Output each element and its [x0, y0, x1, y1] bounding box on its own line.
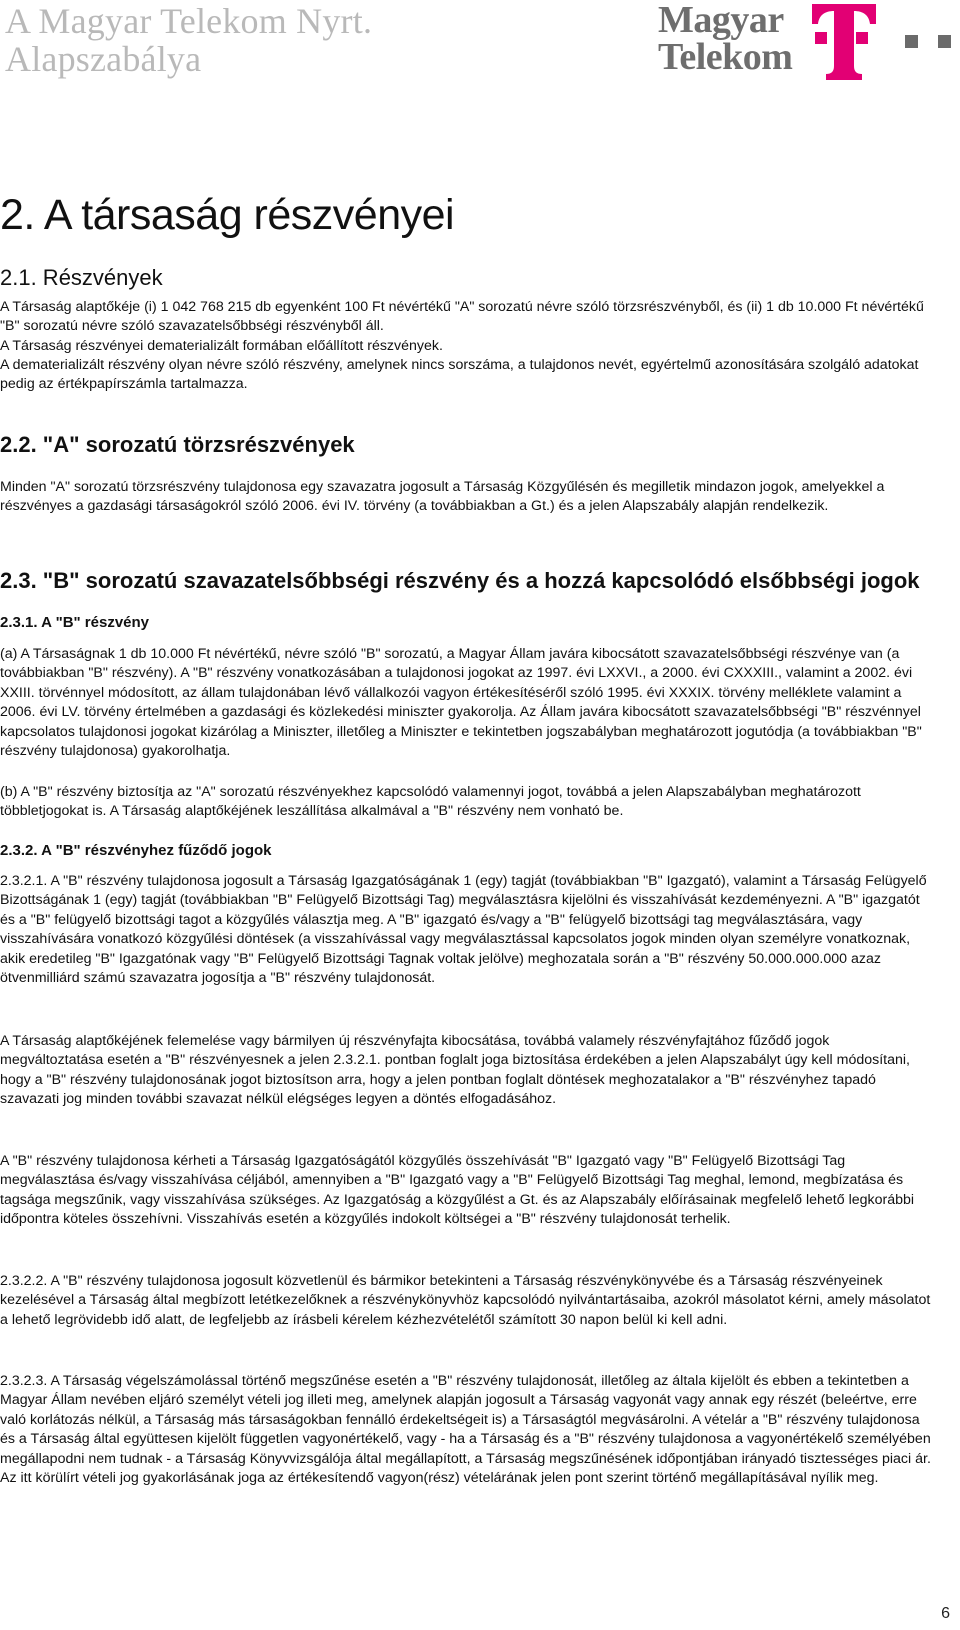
paragraph-general-meeting-request: A "B" részvény tulajdonosa kérheti a Társaság Igazgatóságától közgyűlés összehívását "B" Igazgató vagy "B" Felügyelő Bizottsági Tag megválasztása és/vagy visszahívása céljából, amennyiben a "B" Igazgató vagy a "B" Felügyelő Bizottsági Tag meghal, lemond, megbízatása és tagsága megszűnik, vagy visszahívása szükséges. Az Igazgatóság a közgyűlést a Gt. és az Alapszabály előírásainak megfelelő lehető legkorábbi időpontra köteles összehívni. Visszahívás esetén a közgyűlés indokolt költségei a "B" részvény tulajdonosát terhelik.: [0, 1153, 915, 1228]
section-title: 2. A társaság részvényei: [0, 191, 455, 239]
heading-2-3: 2.3. "B" sorozatú szavazatelsőbbségi részvény és a hozzá kapcsolódó elsőbbségi jogok: [0, 568, 920, 593]
heading-2-3-1: 2.3.1. A "B" részvény: [0, 614, 150, 631]
paragraph-2-3-2-3: 2.3.2.3. A Társaság végelszámolással történő megszűnése esetén a "B" részvény tulajdonosát, illetőleg az általa kijelölt és ebben a tekintetben a Magyar Állam nevében eljáró személyt vételi jog illeti meg, amelynek alapján jogosult a Társaság vagyonát vagy annak egy részét (beleértve, erre való korlátozás nélkül, a Társaság más társaságokban fennálló érdekeltségeit is) a Társaságtól megvásárolni. A vételár a "B" részvény tulajdonosa és a Társaság által együttesen kijelölt független vagyonértékelő, vagy - ha a Társaság és a "B" részvény tulajdonosa a vagyonértékelő személyében megállapodni nem tudnak - a Társaság Könyvvizsgálója által megállapított, a Társaság megszűnésének időpontjában irányadó tisztességes piaci ár. Az itt körülírt vételi jog gyakorlásának joga az értékesítendő vagyon(rész) vételárának jelen pont szerint történő megállapításával nyílik meg.: [0, 1373, 931, 1487]
paragraph-2-3-2-1: 2.3.2.1. A "B" részvény tulajdonosa jogosult a Társaság Igazgatóságának 1 (egy) tagját (továbbiakban "B" Igazgató), valamint a Társaság Felügyelő Bizottságának 1 (egy) tagját (továbbiakban "B" Felügyelő Bizottsági Tag) megválasztásra kijelölni és visszahívását kezdeményezni. A "B" igazgatót és a "B" felügyelő bizottsági tagot a közgyűlés választja meg. A "B" igazgató és/vagy a "B" felügyelő bizottsági tag megválasztására, vagy visszahívására vonatkozó közgyűlési döntések (a visszahívással vagy megválasztással kapcsolatos jogok minden olyan személyre vonatkoznak, akik eredetileg "B" Igazgatónak vagy "B" Felügyelő Bizottsági Tagnak voltak jelölve) meghozatala során a "B" részvény 50.000.000.000 azaz ötvenmilliárd számú szavazatra jogosítja a "B" részvény tulajdonosát.: [0, 873, 927, 987]
page-header: [0, 0, 960, 90]
brand-name: [658, 2, 792, 76]
paragraph-2-3-2-2: 2.3.2.2. A "B" részvény tulajdonosa jogosult közvetlenül és bármikor betekinteni a Társaság részvénykönyvébe és a Társaság részvényeinek kezelésével a Társaság által megbízott letétkezelőknek a részvénykönyvhöz kapcsolódó nyilvántartásaiba, azokról másolatot kérni, amely másolatot a lehető legrövidebb idő alatt, de legfeljebb az írásbeli kérelem kézhezvételétől számított 30 napon belül ki kell adni.: [0, 1273, 931, 1328]
paragraph-2-1-share-capital: A Társaság alaptőkéje (i) 1 042 768 215 db egyenként 100 Ft névértékű "A" sorozatú névre szóló törzsrészvényből, és (ii) 1 db 10.000 Ft névértékű "B" sorozatú névre szóló szavazatelsőbbségi részvényből áll.: [0, 299, 924, 335]
paragraph-2-1-definition: A dematerializált részvény olyan névre szóló részvény, amelynek nincs sorszáma, a tulajdonos nevét, egyértelmű azonosítására szolgáló adatokat pedig az értékpapírszámla tartalmazza.: [0, 357, 919, 393]
telekom-t-logo-icon: [812, 4, 960, 80]
heading-2-2: 2.2. "A" sorozatú törzsrészvények: [0, 432, 355, 457]
paragraph-2-1-dematerialized: A Társaság részvényei dematerializált formában előállított részvények.: [0, 338, 443, 354]
heading-2-1: 2.1. Részvények: [0, 265, 163, 290]
document-title: [5, 2, 372, 78]
document-title-line2: Alapszabálya: [5, 39, 202, 79]
page-number: 6: [941, 1605, 950, 1622]
paragraph-2-3-1-a: (a) A Társaságnak 1 db 10.000 Ft névértékű, névre szóló "B" sorozatú, a Magyar Állam javára kibocsátott szavazatelsőbbségi részvénye van (a továbbiakban "B" részvény). A "B" részvény vonatkozásában a tulajdonosi jogokat az 1997. évi LXXVI., a 2000. évi CXXXIII., valamint a 2002. évi XXIII. törvénnyel módosított, az állam tulajdonában lévő vállalkozói vagyon értékesítéséről szóló 1995. évi XXXIX. törvény melléklete valamint a 2006. évi LV. törvény értelmében a gazdasági és közlekedési miniszter gyakorolja. Az Állam javára kibocsátott szavazatelsőbbségi "B" részvénnyel kapcsolatos tulajdonosi jogokat kizárólag a Miniszter, illetőleg a Miniszter e tekintetben jogszabályban meghatározott jogutódja (a továbbiakban "B" részvény tulajdonosa) gyakorolhatja.: [0, 646, 922, 760]
heading-2-3-2: 2.3.2. A "B" részvényhez fűződő jogok: [0, 842, 272, 859]
document-title-line1: A Magyar Telekom Nyrt.: [5, 1, 373, 41]
paragraph-capital-increase: A Társaság alaptőkéjének felemelése vagy bármilyen új részvényfajta kibocsátása, továbbá valamely részvényfajtához fűződő jogok megváltoztatása esetén a "B" részvényesnek a jelen 2.3.2.1. pontban foglalt joga biztosítása érdekében a jelen Alapszabályt úgy kell módosítani, hogy a "B" részvény tulajdonosának jogot biztosítson arra, hogy a jelen pontban foglalt döntések meghozatalakor a "B" részvényhez tapadó szavazati jog minden további szavazat nélkül elégséges legyen a döntés elfogadásához.: [0, 1033, 910, 1108]
brand-name-line2: Telekom: [658, 36, 793, 78]
brand-name-line1: Magyar: [658, 0, 784, 41]
paragraph-2-2: Minden "A" sorozatú törzsrészvény tulajdonosa egy szavazatra jogosult a Társaság Közgyűlésén és megilletik mindazon jogok, amelyekkel a részvényes a gazdasági társaságokról szóló 2006. évi IV. törvény (a továbbiakban a Gt.) és a jelen Alapszabály alapján rendelkezik.: [0, 479, 885, 515]
paragraph-2-3-1-b: (b) A "B" részvény biztosítja az "A" sorozatú részvényekhez kapcsolódó valamennyi jogot, továbbá a jelen Alapszabályban meghatározott többletjogokat is. A Társaság alaptőkéjének leszállítása alkalmával a "B" részvény nem vonható be.: [0, 784, 861, 820]
